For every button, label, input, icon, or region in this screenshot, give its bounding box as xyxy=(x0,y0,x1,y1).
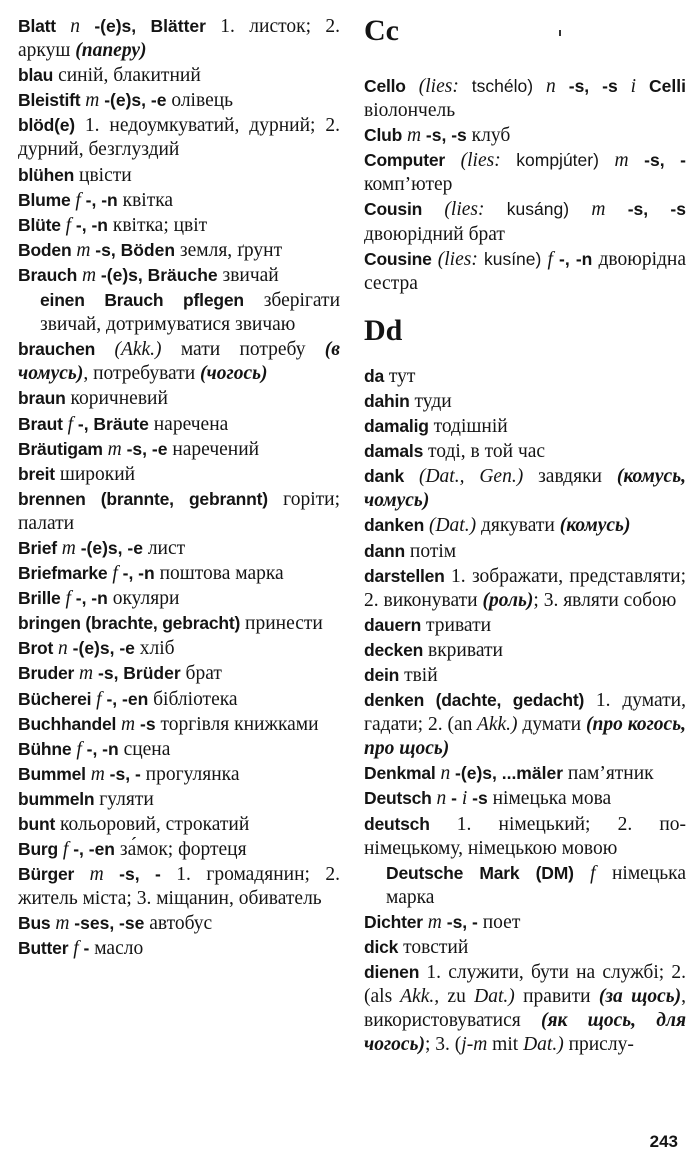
headword: bringen (brachte, gebracht) xyxy=(18,613,241,634)
grammar-note: f xyxy=(70,189,81,211)
grammar-note: (Dat., Gen.) xyxy=(404,466,524,488)
headword: dank xyxy=(364,466,405,487)
grammar-note: Dat.) xyxy=(465,986,515,1008)
translation: ; 3. ( xyxy=(425,1034,462,1056)
translation: хліб xyxy=(134,638,175,660)
headword: Braut xyxy=(18,413,63,434)
pronunciation: tschélo) xyxy=(458,76,534,96)
grammar-note: m xyxy=(50,913,70,935)
dictionary-entry xyxy=(18,113,340,162)
headword: danken xyxy=(364,515,425,536)
translation: окуляри xyxy=(107,588,180,610)
translation: німецька марка xyxy=(386,862,686,908)
dictionary-entry xyxy=(364,688,686,761)
grammar-note: f xyxy=(58,839,69,861)
translation: 1. зображати, представляти; 2. виконувати xyxy=(364,565,686,611)
translation: звичай xyxy=(217,264,279,286)
grammar-note: n xyxy=(55,16,80,37)
inflection: -s, - xyxy=(103,864,161,885)
grammar-note: m xyxy=(569,199,606,221)
inflection: -s, -s xyxy=(605,199,686,220)
dictionary-entry xyxy=(18,862,340,911)
inflection: - xyxy=(78,938,90,959)
headword: einen Brauch pflegen xyxy=(40,290,244,311)
translation: , потребувати xyxy=(83,363,196,385)
pronunciation: kusáng) xyxy=(484,199,570,220)
headword: blau xyxy=(18,65,54,86)
headword: dein xyxy=(364,664,400,685)
headword: Boden xyxy=(18,239,72,260)
translation: тут xyxy=(384,365,416,387)
dictionary-entry xyxy=(18,787,340,812)
translation: торгівля книжками xyxy=(155,713,319,735)
inflection: -, -n xyxy=(552,248,593,269)
inflection: -s, -e xyxy=(121,438,168,459)
grammar-note: f xyxy=(60,214,72,236)
translation: твій xyxy=(399,664,438,686)
dictionary-entry xyxy=(18,936,340,961)
inflection: -, -n xyxy=(81,738,119,759)
dictionary-entry xyxy=(364,389,686,414)
dictionary-entry xyxy=(18,63,340,88)
headword: blöd(e) xyxy=(18,115,75,136)
headword: bunt xyxy=(18,814,56,834)
dictionary-entry xyxy=(364,786,686,811)
headword: braun xyxy=(18,388,66,409)
grammar-note: m xyxy=(422,911,442,933)
dictionary-entry xyxy=(18,163,340,188)
grammar-note: Akk., xyxy=(392,986,440,1008)
grammar-note: n xyxy=(435,763,451,785)
inflection: -, -en xyxy=(101,688,149,709)
translation: коричневий xyxy=(65,388,168,410)
headword: Deutsch xyxy=(364,788,432,809)
translation: тодішній xyxy=(428,416,508,438)
grammar-note: m xyxy=(102,438,122,460)
dictionary-entry xyxy=(18,88,340,113)
grammar-note: j-m xyxy=(461,1034,488,1056)
dictionary-entry xyxy=(18,812,340,837)
translation: комп’ютер xyxy=(364,174,453,196)
grammar-note: Dat.) xyxy=(518,1034,564,1056)
headword: breit xyxy=(18,463,55,484)
right-column xyxy=(364,14,686,1057)
translation: потім xyxy=(405,540,457,562)
headword: Dichter xyxy=(364,911,423,932)
inflection: -(e)s, -e xyxy=(75,537,143,558)
d-entries xyxy=(364,364,686,1058)
dictionary-entry xyxy=(364,539,686,564)
dictionary-entry xyxy=(364,364,686,389)
dictionary-entry xyxy=(18,337,340,386)
section-heading-d: Dd xyxy=(364,313,403,347)
translation: 1. недоумкуватий, дурний; 2. дурний, безглуздий xyxy=(18,115,340,161)
grammar-note: n xyxy=(533,76,556,97)
headword: Deutsche Mark (DM) xyxy=(386,862,574,883)
inflection: -s, - xyxy=(628,150,686,171)
translation: поштова марка xyxy=(154,563,284,585)
grammar-note: m xyxy=(85,763,105,785)
grammar-note: (Akk.) xyxy=(95,339,162,361)
dictionary-entry xyxy=(18,412,340,437)
inflection: -, -n xyxy=(71,214,108,235)
pronunciation: kusíne) xyxy=(477,248,542,269)
headword: Computer xyxy=(364,150,446,171)
headword: Bruder xyxy=(18,663,75,684)
translation: наречена xyxy=(148,413,229,435)
translation: бібліотека xyxy=(148,688,238,710)
inflection: -, Bräute xyxy=(73,413,149,434)
grammar-note: f xyxy=(60,588,71,610)
grammar-note: n xyxy=(53,638,68,660)
headword: blühen xyxy=(18,164,75,185)
headword: Brille xyxy=(18,588,61,609)
translation: поет xyxy=(477,911,521,933)
headword: Bühne xyxy=(18,738,72,759)
headword: Burg xyxy=(18,839,59,860)
headword: Blatt xyxy=(18,16,56,36)
headword: Buchhandel xyxy=(18,713,117,734)
translation: туди xyxy=(409,390,452,412)
headword: decken xyxy=(364,639,424,660)
headword: Briefmarke xyxy=(18,563,108,584)
headword: Bleistift xyxy=(18,90,81,111)
c-entries xyxy=(364,74,686,296)
inflection: -s, - xyxy=(104,763,141,784)
dictionary-entry xyxy=(18,661,340,686)
headword: brennen (brannte, gebrannt) xyxy=(18,488,268,509)
translation: тривати xyxy=(421,614,492,636)
headword: Blüte xyxy=(18,214,61,235)
translation: mit xyxy=(487,1034,519,1056)
dictionary-entry xyxy=(18,911,340,936)
dictionary-entry xyxy=(18,14,340,63)
dictionary-entry xyxy=(364,812,686,861)
headword: bummeln xyxy=(18,788,95,809)
grammar-note: f xyxy=(541,248,553,270)
translation: квітка xyxy=(117,189,174,211)
headword: deutsch xyxy=(364,813,430,834)
dictionary-subentry xyxy=(364,861,686,910)
context-note: (паперу) xyxy=(70,40,147,62)
translation: горіти; палати xyxy=(18,488,340,534)
grammar-note: f xyxy=(573,862,596,884)
dictionary-entry xyxy=(18,437,340,462)
dictionary-entry xyxy=(18,611,340,636)
headword: dauern xyxy=(364,614,422,635)
dictionary-entry xyxy=(18,462,340,487)
inflection: -, -n xyxy=(117,563,155,584)
dictionary-entry xyxy=(18,762,340,787)
grammar-note: m xyxy=(74,864,104,886)
grammar-note: i xyxy=(617,76,637,97)
translation: автобус xyxy=(144,913,213,935)
dictionary-entry xyxy=(364,439,686,464)
grammar-note: f xyxy=(62,413,73,435)
headword: dann xyxy=(364,540,406,561)
dictionary-entry xyxy=(364,464,686,513)
context-note: (комусь, чомусь) xyxy=(364,466,686,512)
translation: олівець xyxy=(166,90,234,112)
translation: клуб xyxy=(466,125,511,147)
grammar-note: m xyxy=(71,239,91,261)
translation: синій, блакитний xyxy=(53,65,201,87)
grammar-note: f xyxy=(107,563,118,585)
headword: Bus xyxy=(18,913,51,934)
context-note: (комусь) xyxy=(554,515,631,537)
translation: 1. листок; 2. аркуш xyxy=(18,16,340,62)
dictionary-entry xyxy=(18,536,340,561)
headword: Butter xyxy=(18,938,69,959)
translation: дякувати xyxy=(476,515,555,537)
inflection: -, -en xyxy=(68,839,115,860)
grammar-note: (lies: xyxy=(431,248,478,270)
translation: широкий xyxy=(54,463,136,485)
headword: Brief xyxy=(18,537,57,558)
headword: darstellen xyxy=(364,565,445,586)
dictionary-entry xyxy=(18,487,340,536)
context-note: (роль) xyxy=(477,589,534,611)
dictionary-entry xyxy=(18,586,340,611)
translation: віолончель xyxy=(364,100,456,122)
dictionary-entry xyxy=(18,561,340,586)
translation: пам’ятник xyxy=(563,763,654,785)
translation: 1. громадянин; 2. житель міста; 3. міщанин, обиватель xyxy=(18,864,340,910)
headword: Brauch xyxy=(18,264,78,285)
translation: масло xyxy=(89,938,144,960)
grammar-note: f xyxy=(71,738,82,760)
dictionary-entry xyxy=(18,386,340,411)
inflection: -, -n xyxy=(70,588,108,609)
inflection: -(e)s, Bräuche xyxy=(96,264,218,285)
headword: Denkmal xyxy=(364,763,436,784)
translation: зберігати звичай, дотримуватися звичаю xyxy=(40,290,341,336)
dictionary-entry xyxy=(364,197,686,246)
grammar-note: n xyxy=(431,788,447,810)
headword: Bummel xyxy=(18,763,86,784)
translation: за́мок; фортеця xyxy=(115,839,247,861)
headword: dienen xyxy=(364,962,420,983)
translation: тоді, в той час xyxy=(423,441,546,463)
page-number: 243 xyxy=(649,1131,678,1151)
grammar-note: Akk.) xyxy=(472,714,518,736)
headword: damals xyxy=(364,441,424,462)
dictionary-entry xyxy=(364,564,686,613)
translation: товстий xyxy=(398,937,469,958)
grammar-note: m xyxy=(116,713,136,735)
grammar-note: m xyxy=(77,264,97,286)
inflection: -(e)s, Blätter xyxy=(80,16,206,36)
headword: Cousin xyxy=(364,199,423,220)
grammar-note: f xyxy=(91,688,102,710)
translation: мати потребу xyxy=(161,339,306,361)
grammar-note: m xyxy=(598,150,629,172)
dictionary-entry xyxy=(364,613,686,638)
dictionary-subentry xyxy=(18,288,340,337)
dictionary-entry xyxy=(364,414,686,439)
section-heading-c: Cc xyxy=(364,14,686,48)
dictionary-entry xyxy=(18,238,340,263)
inflection: Celli xyxy=(636,76,686,96)
headword: Bräutigam xyxy=(18,438,103,459)
dictionary-entry xyxy=(18,188,340,213)
grammar-note: (Dat.) xyxy=(424,515,477,537)
headword: dick xyxy=(364,937,399,957)
headword: dahin xyxy=(364,390,410,411)
dictionary-entry xyxy=(18,737,340,762)
headword: Club xyxy=(364,125,403,146)
translation: брат xyxy=(180,663,222,685)
translation: 1. німецький; 2. по-німецькому, німецькою мовою xyxy=(364,813,686,859)
translation: вкривати xyxy=(423,639,503,661)
translation: лист xyxy=(142,537,186,559)
grammar-note: (lies: xyxy=(422,199,485,221)
grammar-note: (lies: xyxy=(445,150,501,172)
inflection: -(e)s, -e xyxy=(99,90,167,111)
inflection: -s xyxy=(135,713,156,734)
context-note: (за щось) xyxy=(590,986,682,1008)
translation: прислу- xyxy=(563,1034,634,1056)
dictionary-entry xyxy=(364,910,686,935)
headword: Brot xyxy=(18,638,54,659)
translation: гуляти xyxy=(94,788,154,810)
grammar-note: m xyxy=(80,90,100,112)
left-column xyxy=(18,14,340,1057)
dictionary-entry xyxy=(364,148,686,197)
dictionary-entry xyxy=(364,960,686,1057)
dictionary-entry xyxy=(18,687,340,712)
inflection: -s, - xyxy=(441,911,478,932)
translation: zu xyxy=(439,986,466,1008)
headword: Cousine xyxy=(364,248,432,269)
translation: квітка; цвіт xyxy=(108,214,208,236)
inflection: -(e)s, -e xyxy=(67,638,135,659)
translation: принести xyxy=(240,613,323,635)
dictionary-entry xyxy=(18,213,340,238)
context-note: (чогось) xyxy=(195,363,268,385)
translation: німецька мова xyxy=(487,788,612,810)
context-note: (в чомусь) xyxy=(18,339,340,385)
dictionary-entry xyxy=(364,638,686,663)
inflection: -s, -s xyxy=(421,125,467,146)
grammar-note: (lies: xyxy=(405,76,459,97)
dictionary-entry xyxy=(364,74,686,123)
context-note: (про когось, про щось) xyxy=(364,714,686,760)
context-note: (як щось, для чогось) xyxy=(364,1010,686,1056)
grammar-note: m xyxy=(56,537,76,559)
translation: , використовуватися xyxy=(364,986,687,1032)
dictionary-entry xyxy=(18,837,340,862)
dictionary-entry xyxy=(364,663,686,688)
translation: 1. служити, бути на службі; 2. (als xyxy=(364,962,686,1008)
dictionary-entry xyxy=(364,247,686,296)
inflection: -(e)s, ...mäler xyxy=(450,763,564,784)
headword: Bürger xyxy=(18,864,75,885)
inflection: -s, -s xyxy=(555,76,618,96)
translation: земля, ґрунт xyxy=(175,239,283,261)
dictionary-entry xyxy=(364,513,686,538)
dictionary-entry xyxy=(18,712,340,737)
translation: 1. думати, гадати; 2. (an xyxy=(364,690,686,736)
translation: думати xyxy=(517,714,582,736)
dictionary-entry xyxy=(18,263,340,288)
translation: правити xyxy=(514,986,591,1008)
translation: прогулянка xyxy=(140,763,240,785)
translation: кольоровий, строкатий xyxy=(55,814,250,835)
grammar-note: f xyxy=(68,938,79,960)
translation: наречений xyxy=(167,438,260,460)
headword: denken (dachte, gedacht) xyxy=(364,690,585,711)
headword: da xyxy=(364,365,385,386)
inflection: -ses, -se xyxy=(69,913,145,934)
translation: двоюрідний брат xyxy=(364,223,505,245)
headword: damalig xyxy=(364,416,429,437)
dictionary-entry xyxy=(18,636,340,661)
headword: brauchen xyxy=(18,339,96,360)
headword: Cello xyxy=(364,76,406,96)
inflection: -, -n xyxy=(80,189,118,210)
translation: завдяки xyxy=(523,466,602,488)
inflection: -s xyxy=(467,788,488,809)
inflection: -s, Brüder xyxy=(93,663,181,684)
translation: цвісти xyxy=(74,164,132,186)
translation: двоюрідна сестра xyxy=(364,248,687,294)
inflection: -s, Böden xyxy=(90,239,176,260)
pronunciation: kompjúter) xyxy=(500,150,599,171)
grammar-note: m xyxy=(74,663,94,685)
translation: ; 3. являти собою xyxy=(533,589,677,611)
grammar-note: m xyxy=(402,125,422,147)
dictionary-entry xyxy=(364,935,686,960)
headword: Blume xyxy=(18,189,71,210)
inflection: - xyxy=(446,788,457,809)
dictionary-entry xyxy=(364,123,686,148)
translation: сцена xyxy=(118,738,171,760)
grammar-note: i xyxy=(456,788,468,810)
dictionary-entry xyxy=(364,761,686,786)
headword: Bücherei xyxy=(18,688,92,709)
